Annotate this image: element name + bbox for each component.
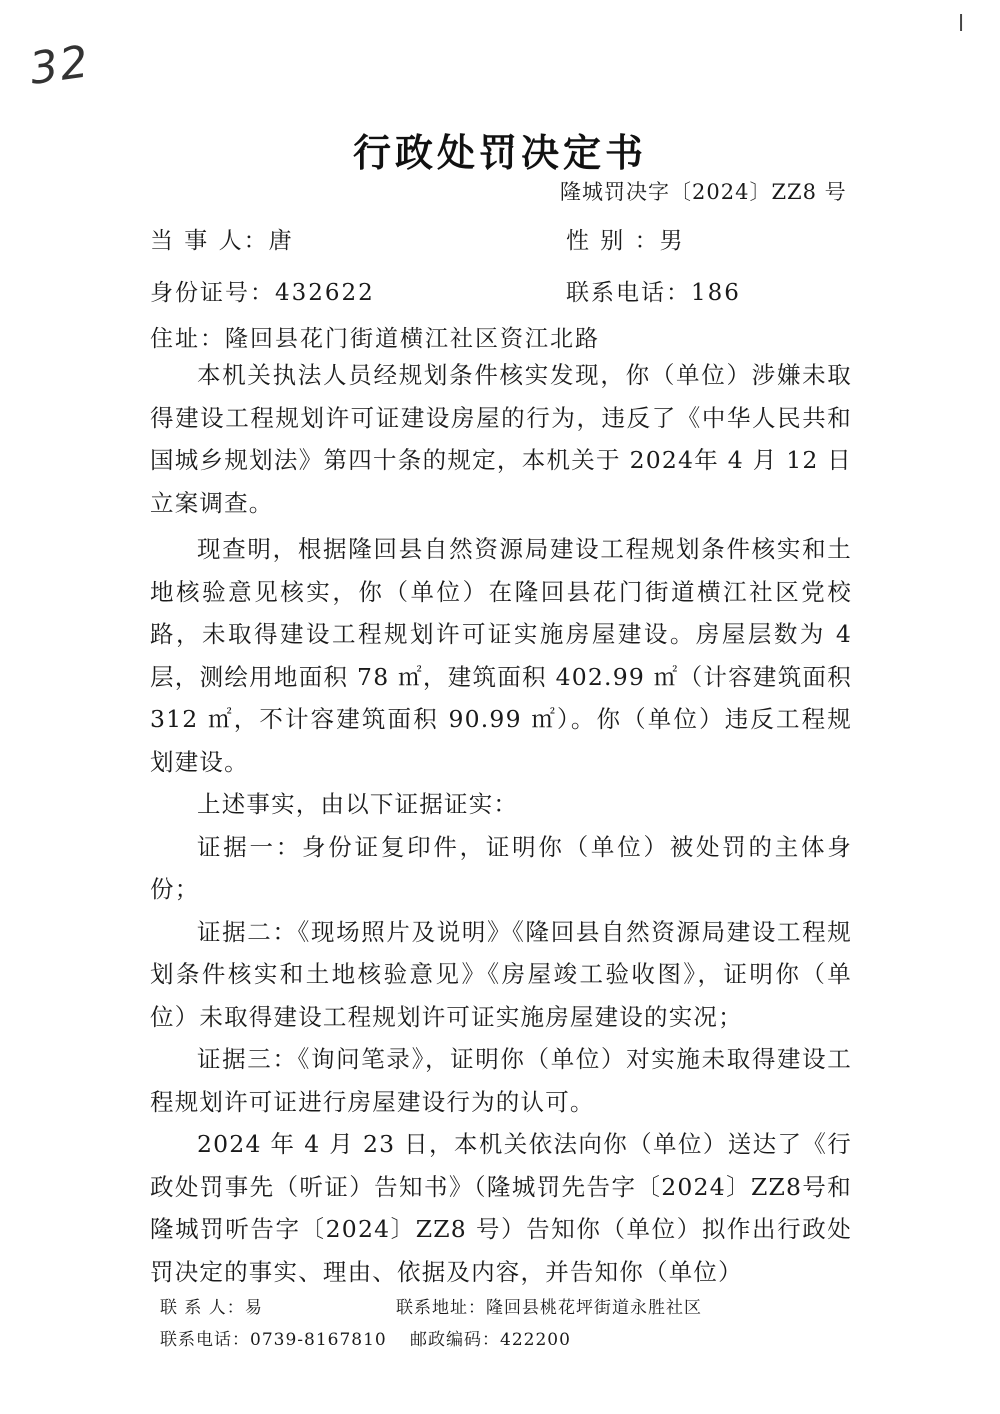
- paragraph-evidence-intro: 上述事实，由以下证据证实：: [197, 790, 519, 818]
- contact-address-value: 隆回县桃花坪街道永胜社区: [486, 1298, 702, 1318]
- postcode-label: 邮政编码：: [410, 1330, 500, 1350]
- corner-page-mark: l: [958, 12, 965, 37]
- document-title: 行政处罚决定书: [352, 130, 647, 175]
- contact-phone-value: 0739-8167810: [250, 1330, 387, 1350]
- redacted-region: [375, 281, 525, 307]
- contact-address-label: 联系地址：: [396, 1298, 486, 1318]
- party-phone-label: 联系电话：: [566, 280, 691, 306]
- postcode: [410, 1324, 571, 1356]
- party-phone-value: 186: [691, 280, 741, 306]
- party-phone-field: [566, 274, 851, 307]
- redacted-region: [294, 229, 354, 255]
- contact-phone: [160, 1324, 387, 1356]
- paragraph-evidence-3: 证据三：《询问笔录》，证明你（单位）对实施未取得建设工程规划许可证进行房屋建设行为的认可。: [150, 1045, 852, 1116]
- contact-footer: [160, 1292, 860, 1356]
- paragraph-case-filing: 本机关执法人员经规划条件核实发现，你（单位）涉嫌未取得建设工程规划许可证建设房屋的行为，违反了《中华人民共和国城乡规划法》第四十条的规定，本机关于 2024年 4 月 12 日立案调查。: [150, 361, 852, 517]
- party-gender-value: 男: [659, 228, 685, 254]
- decision-body: [150, 354, 852, 1293]
- paragraph-findings: 现查明，根据隆回县自然资源局建设工程规划条件核实和土地核验意见核实，你（单位）在隆回县花门街道横江社区党校路，未取得建设工程规划许可证实施房屋建设。房屋层数为 4 层，测绘用地面积 78 ㎡，建筑面积 402.99 ㎡（计容建筑面积 312 ㎡，不计容建筑面积 90.99 ㎡）。你（单位）违反工程规划建设。: [150, 535, 852, 776]
- party-id-value: 432622: [275, 280, 375, 306]
- contact-address: [396, 1292, 702, 1324]
- contact-phone-label: 联系电话：: [160, 1330, 250, 1350]
- redacted-region: [741, 281, 851, 307]
- contact-person-value: 易: [244, 1298, 263, 1318]
- paragraph-evidence-1: 证据一：身份证复印件，证明你（单位）被处罚的主体身份；: [150, 832, 852, 903]
- party-address-label: 住址：: [150, 326, 225, 352]
- party-gender-field: [566, 222, 685, 255]
- party-gender-label: 性 别 ：: [566, 228, 660, 254]
- party-name-value: 唐: [268, 228, 294, 254]
- redacted-region: [600, 327, 660, 353]
- handwritten-page-number: 32: [26, 36, 94, 95]
- contact-person: [160, 1292, 263, 1324]
- contact-person-label: 联 系 人：: [160, 1298, 245, 1318]
- postcode-value: 422200: [500, 1330, 571, 1350]
- party-address-field: [150, 320, 660, 353]
- party-address-value: 隆回县花门街道横江社区资江北路: [225, 326, 600, 352]
- party-id-label: 身份证号：: [150, 280, 275, 306]
- document-number: 隆城罚决字〔2024〕ZZ8 号: [560, 180, 847, 204]
- paragraph-notice: 2024 年 4 月 23 日，本机关依法向你（单位）送达了《行政处罚事先（听证）告知书》（隆城罚先告字〔2024〕ZZ8号和隆城罚听告字〔2024〕ZZ8 号）告知你（单位）拟作出行政处罚决定的事实、理由、依据及内容，并告知你（单位）: [150, 1130, 852, 1286]
- party-id-field: [150, 274, 525, 307]
- paragraph-evidence-2: 证据二：《现场照片及说明》《隆回县自然资源局建设工程规划条件核实和土地核验意见》《房屋竣工验收图》，证明你（单位）未取得建设工程规划许可证实施房屋建设的实况；: [150, 917, 852, 1031]
- party-name-field: [150, 222, 354, 255]
- party-name-label: 当 事 人：: [150, 228, 269, 254]
